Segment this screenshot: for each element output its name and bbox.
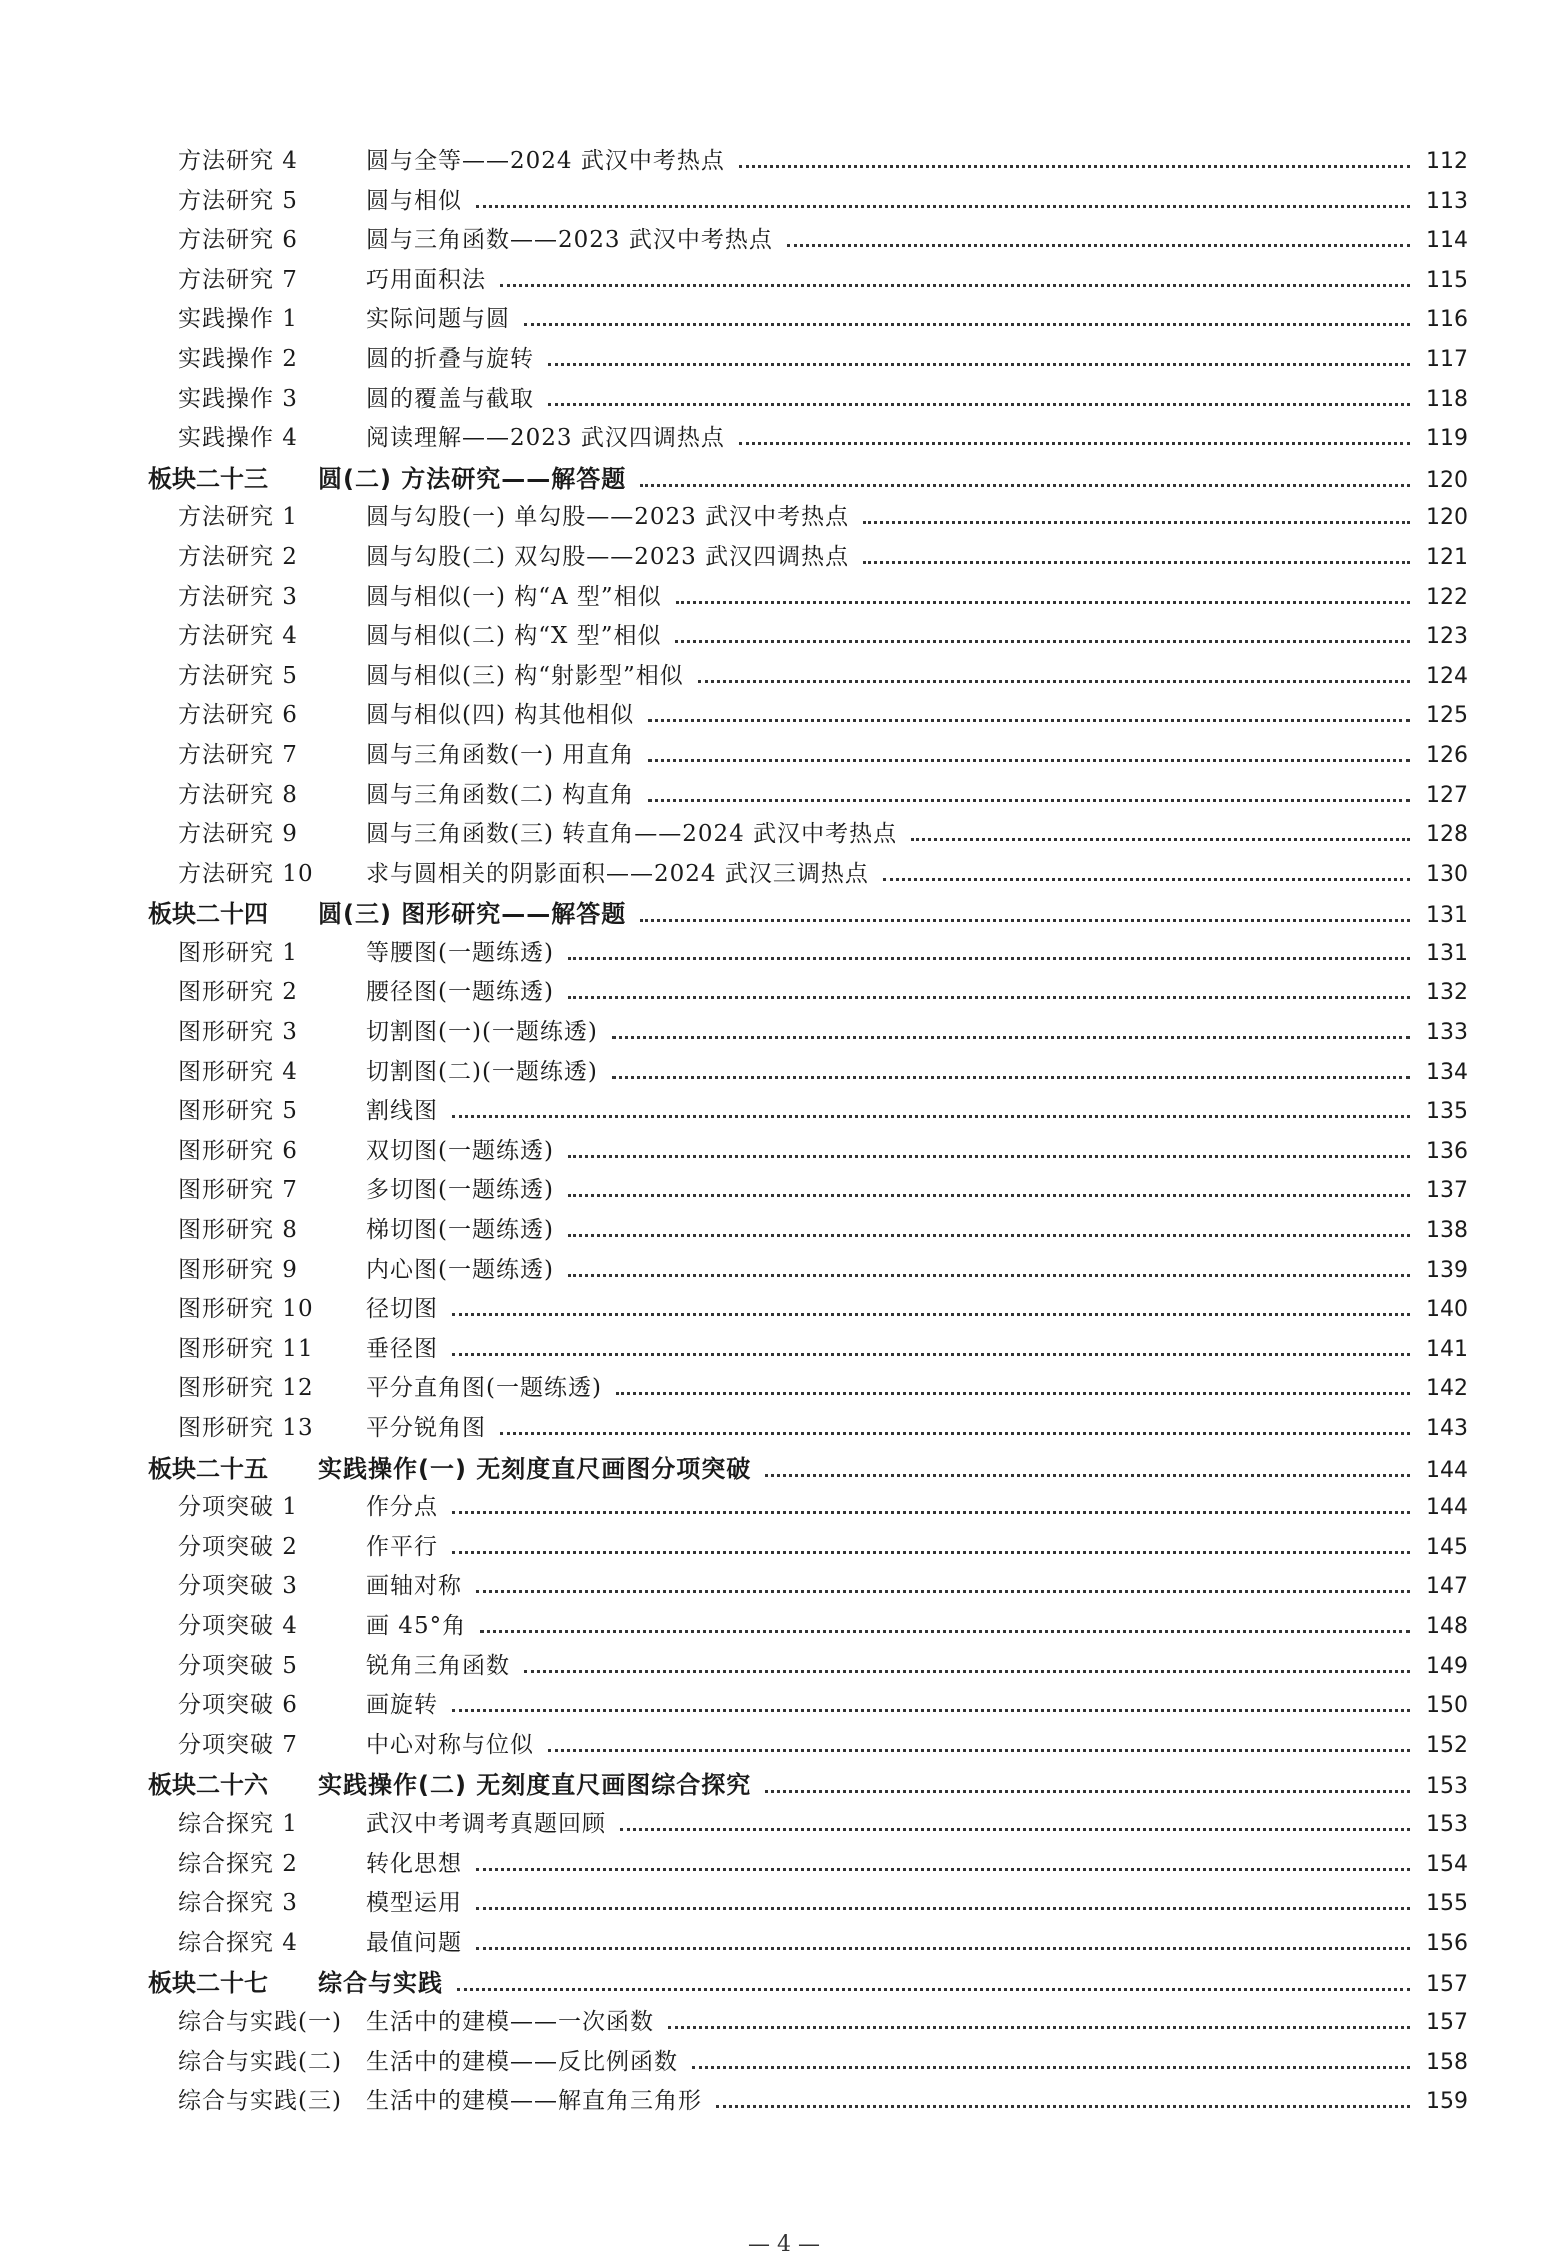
dot-leader [620, 1828, 1410, 1831]
toc-page-number: 119 [1426, 426, 1468, 452]
toc-entry-row [148, 1330, 1468, 1370]
toc-entry-title: 等腰图(一题练透) [366, 939, 554, 966]
toc-page-number: 122 [1426, 584, 1468, 610]
toc-entry-title: 锐角三角函数 [366, 1652, 510, 1679]
toc-entry-label: 图形研究 9 [178, 1256, 298, 1283]
dot-leader [612, 1036, 1410, 1039]
dot-leader [668, 2026, 1410, 2029]
toc-entry-row [148, 2003, 1468, 2043]
toc-entry-title: 圆的折叠与旋转 [366, 345, 534, 372]
toc-page-number: 128 [1426, 822, 1468, 848]
toc-section-row [148, 1449, 1468, 1489]
toc-entry-title: 圆(三) 图形研究——解答题 [318, 900, 627, 929]
toc-entry-label: 图形研究 1 [178, 939, 298, 966]
dot-leader [787, 244, 1410, 247]
toc-entry-label: 图形研究 6 [178, 1137, 298, 1164]
toc-entry-label: 方法研究 5 [178, 187, 298, 214]
toc-entry-label: 方法研究 4 [178, 623, 298, 650]
toc-entry-title: 圆(二) 方法研究——解答题 [318, 464, 627, 493]
toc-entry-label: 分项突破 3 [178, 1573, 298, 1600]
toc-entry-title: 平分直角图(一题练透) [366, 1375, 602, 1402]
toc-page-number: 115 [1426, 267, 1468, 293]
dot-leader [452, 1353, 1410, 1356]
toc-entry-row [148, 1013, 1468, 1053]
toc-page-number: 131 [1426, 903, 1468, 929]
toc-entry-label: 方法研究 5 [178, 662, 298, 689]
toc-entry-title: 最值问题 [366, 1929, 462, 1956]
toc-entry-row [148, 1290, 1468, 1330]
toc-entry-label: 分项突破 7 [178, 1731, 298, 1758]
table-of-contents [148, 142, 1468, 2122]
toc-entry-title: 综合与实践 [318, 1969, 443, 1998]
toc-entry-label: 图形研究 8 [178, 1217, 298, 1244]
toc-entry-label: 综合探究 2 [178, 1850, 298, 1877]
toc-entry-label: 板块二十五 [148, 1454, 268, 1483]
toc-page-number: 157 [1426, 1972, 1468, 1998]
toc-entry-label: 综合与实践(三) [178, 2088, 342, 2115]
toc-entry-label: 综合探究 4 [178, 1929, 298, 1956]
toc-page-number: 150 [1426, 1693, 1468, 1719]
toc-page-number: 157 [1426, 2009, 1468, 2035]
toc-entry-label: 综合与实践(一) [178, 2008, 342, 2035]
toc-entry-title: 圆与三角函数(一) 用直角 [366, 741, 635, 768]
toc-entry-row [148, 973, 1468, 1013]
toc-entry-title: 生活中的建模——一次函数 [366, 2008, 654, 2035]
toc-section-row [148, 459, 1468, 499]
dot-leader [452, 1313, 1410, 1316]
toc-entry-title: 实践操作(一) 无刻度直尺画图分项突破 [318, 1454, 752, 1483]
toc-entry-label: 板块二十六 [148, 1771, 268, 1800]
toc-entry-row [148, 419, 1468, 459]
toc-entry-label: 方法研究 4 [178, 148, 298, 174]
toc-entry-row [148, 221, 1468, 261]
toc-entry-row [148, 696, 1468, 736]
toc-page-number: 137 [1426, 1178, 1468, 1204]
toc-entry-row [148, 2043, 1468, 2083]
toc-entry-row [148, 855, 1468, 895]
toc-section-row [148, 1963, 1468, 2003]
toc-entry-title: 内心图(一题练透) [366, 1256, 554, 1283]
toc-entry-title: 巧用面积法 [366, 266, 486, 293]
toc-page-number: 112 [1426, 149, 1468, 174]
toc-entry-row [148, 617, 1468, 657]
toc-entry-title: 圆与三角函数(三) 转直角——2024 武汉中考热点 [366, 821, 898, 848]
toc-entry-title: 多切图(一题练透) [366, 1177, 554, 1204]
toc-entry-title: 割线图 [366, 1098, 438, 1125]
toc-entry-label: 图形研究 13 [178, 1415, 314, 1441]
toc-entry-label: 图形研究 3 [178, 1019, 298, 1046]
toc-page-number: 141 [1426, 1336, 1468, 1362]
dot-leader [911, 838, 1410, 841]
toc-entry-row [148, 1132, 1468, 1172]
toc-entry-title: 梯切图(一题练透) [366, 1217, 554, 1244]
toc-entry-row [148, 538, 1468, 578]
toc-entry-title: 平分锐角图 [366, 1415, 486, 1441]
toc-entry-row [148, 300, 1468, 340]
toc-page-number: 159 [1426, 2089, 1468, 2115]
toc-entry-row [148, 1171, 1468, 1211]
dot-leader [500, 284, 1410, 287]
toc-entry-row [148, 1924, 1468, 1964]
toc-entry-row [148, 1409, 1468, 1449]
toc-entry-label: 分项突破 5 [178, 1652, 298, 1679]
toc-entry-row [148, 657, 1468, 697]
toc-page-number: 153 [1426, 1774, 1468, 1800]
toc-entry-row [148, 934, 1468, 974]
toc-entry-row [148, 736, 1468, 776]
toc-section-row [148, 894, 1468, 934]
toc-page-number: 156 [1426, 1930, 1468, 1956]
toc-entry-label: 图形研究 10 [178, 1296, 314, 1323]
toc-entry-row [148, 815, 1468, 855]
toc-entry-title: 圆与勾股(一) 单勾股——2023 武汉中考热点 [366, 504, 850, 531]
toc-page-number: 130 [1426, 861, 1468, 887]
toc-entry-row [148, 1845, 1468, 1885]
toc-entry-title: 作分点 [366, 1494, 438, 1521]
dot-leader [568, 996, 1410, 999]
dot-leader [698, 680, 1410, 683]
toc-page-number: 158 [1426, 2049, 1468, 2075]
toc-entry-row [148, 2082, 1468, 2122]
toc-entry-label: 方法研究 1 [178, 504, 298, 531]
toc-page-number: 135 [1426, 1099, 1468, 1125]
toc-entry-row [148, 1884, 1468, 1924]
toc-entry-row [148, 1369, 1468, 1409]
toc-entry-label: 实践操作 1 [178, 306, 298, 333]
dot-leader [476, 1947, 1410, 1950]
toc-entry-title: 作平行 [366, 1533, 438, 1560]
toc-entry-title: 径切图 [366, 1296, 438, 1323]
toc-entry-label: 板块二十七 [148, 1969, 268, 1998]
toc-entry-title: 中心对称与位似 [366, 1731, 534, 1758]
toc-entry-label: 图形研究 2 [178, 979, 298, 1006]
toc-entry-row [148, 261, 1468, 301]
toc-entry-row [148, 1053, 1468, 1093]
dot-leader [524, 1670, 1410, 1673]
toc-entry-label: 实践操作 4 [178, 425, 298, 452]
toc-page-number: 125 [1426, 703, 1468, 729]
toc-entry-label: 方法研究 2 [178, 543, 298, 570]
toc-page-number: 124 [1426, 663, 1468, 689]
dot-leader [524, 323, 1410, 326]
toc-entry-label: 图形研究 4 [178, 1058, 298, 1085]
toc-page-number: 155 [1426, 1891, 1468, 1917]
toc-entry-label: 实践操作 2 [178, 345, 298, 372]
dot-leader [568, 1234, 1410, 1237]
dot-leader [675, 640, 1410, 643]
toc-entry-title: 模型运用 [366, 1890, 462, 1917]
toc-page-number: 121 [1426, 544, 1468, 570]
toc-entry-title: 腰径图(一题练透) [366, 979, 554, 1006]
toc-page-number: 140 [1426, 1297, 1468, 1323]
toc-page-number: 132 [1426, 980, 1468, 1006]
toc-entry-title: 切割图(一)(一题练透) [366, 1019, 598, 1046]
toc-entry-label: 分项突破 1 [178, 1494, 298, 1521]
toc-entry-row [148, 1647, 1468, 1687]
dot-leader [863, 521, 1410, 524]
dot-leader [640, 919, 1410, 922]
dot-leader [452, 1709, 1410, 1712]
toc-page-number: 144 [1426, 1457, 1468, 1483]
toc-entry-title: 切割图(二)(一题练透) [366, 1058, 598, 1085]
toc-entry-row [148, 142, 1468, 182]
toc-page-number: 143 [1426, 1416, 1468, 1441]
toc-page-number: 152 [1426, 1732, 1468, 1758]
toc-page-number: 148 [1426, 1613, 1468, 1639]
toc-entry-label: 综合与实践(二) [178, 2048, 342, 2075]
dot-leader [476, 1868, 1410, 1871]
dot-leader [739, 442, 1410, 445]
dot-leader [500, 1432, 1410, 1435]
toc-entry-title: 圆与相似 [366, 187, 462, 214]
toc-entry-label: 图形研究 7 [178, 1177, 298, 1204]
dot-leader [476, 1907, 1410, 1910]
toc-entry-title: 圆与勾股(二) 双勾股——2023 武汉四调热点 [366, 543, 850, 570]
dot-leader [568, 1274, 1410, 1277]
toc-entry-label: 分项突破 4 [178, 1612, 298, 1639]
dot-leader [648, 719, 1410, 722]
toc-page-number: 134 [1426, 1059, 1468, 1085]
toc-entry-label: 实践操作 3 [178, 385, 298, 412]
toc-entry-label: 分项突破 2 [178, 1533, 298, 1560]
dot-leader [676, 601, 1410, 604]
toc-entry-row [148, 182, 1468, 222]
toc-entry-row [148, 1567, 1468, 1607]
toc-entry-label: 图形研究 11 [178, 1335, 314, 1362]
toc-entry-label: 板块二十三 [148, 464, 268, 493]
dot-leader [476, 205, 1410, 208]
toc-entry-title: 画 45°角 [366, 1612, 467, 1639]
toc-page-number: 145 [1426, 1534, 1468, 1560]
toc-entry-label: 分项突破 6 [178, 1692, 298, 1719]
toc-page-number: 123 [1426, 624, 1468, 650]
toc-entry-title: 实际问题与圆 [366, 306, 510, 333]
toc-entry-row [148, 1686, 1468, 1726]
toc-entry-label: 方法研究 10 [178, 860, 314, 887]
dot-leader [480, 1630, 1410, 1633]
toc-entry-title: 画旋转 [366, 1692, 438, 1719]
toc-entry-row [148, 380, 1468, 420]
dot-leader [452, 1115, 1410, 1118]
dot-leader [863, 561, 1410, 564]
toc-page-number: 133 [1426, 1020, 1468, 1046]
dot-leader [640, 484, 1410, 487]
toc-entry-title: 双切图(一题练透) [366, 1137, 554, 1164]
toc-page-number: 154 [1426, 1851, 1468, 1877]
dot-leader [568, 957, 1410, 960]
toc-entry-title: 画轴对称 [366, 1573, 462, 1600]
toc-page-number: 120 [1426, 467, 1468, 493]
toc-entry-row [148, 1488, 1468, 1528]
toc-page-number: 149 [1426, 1653, 1468, 1679]
toc-entry-row [148, 1251, 1468, 1291]
toc-entry-title: 圆与三角函数——2023 武汉中考热点 [366, 227, 773, 254]
toc-entry-title: 圆与相似(二) 构“X 型”相似 [366, 623, 662, 650]
toc-entry-row [148, 1092, 1468, 1132]
dot-leader [548, 1749, 1410, 1752]
toc-entry-row [148, 1211, 1468, 1251]
toc-page-number: 118 [1426, 386, 1468, 412]
toc-entry-label: 方法研究 7 [178, 741, 298, 768]
toc-entry-title: 圆的覆盖与截取 [366, 385, 534, 412]
toc-entry-label: 图形研究 12 [178, 1375, 314, 1402]
toc-entry-label: 方法研究 6 [178, 702, 298, 729]
toc-page-number: 153 [1426, 1811, 1468, 1837]
toc-entry-row [148, 340, 1468, 380]
dot-leader [452, 1551, 1410, 1554]
toc-entry-title: 圆与全等——2024 武汉中考热点 [366, 148, 725, 174]
toc-section-row [148, 1765, 1468, 1805]
toc-page-number: 117 [1426, 346, 1468, 372]
dot-leader [612, 1076, 1410, 1079]
dot-leader [648, 799, 1410, 802]
toc-page-number: 114 [1426, 228, 1468, 254]
toc-entry-row [148, 498, 1468, 538]
toc-entry-row [148, 1726, 1468, 1766]
toc-entry-row [148, 578, 1468, 618]
dot-leader [716, 2105, 1410, 2108]
toc-entry-label: 综合探究 3 [178, 1890, 298, 1917]
dot-leader [548, 403, 1410, 406]
toc-page-number: 136 [1426, 1138, 1468, 1164]
toc-entry-row [148, 1805, 1468, 1845]
toc-entry-label: 图形研究 5 [178, 1098, 298, 1125]
toc-entry-title: 圆与相似(四) 构其他相似 [366, 702, 635, 729]
toc-entry-label: 方法研究 8 [178, 781, 298, 808]
toc-entry-title: 圆与相似(一) 构“A 型”相似 [366, 583, 662, 610]
toc-entry-title: 转化思想 [366, 1850, 462, 1877]
toc-entry-label: 方法研究 3 [178, 583, 298, 610]
toc-entry-label: 方法研究 9 [178, 821, 298, 848]
dot-leader [452, 1511, 1410, 1514]
toc-page-number: 131 [1426, 940, 1468, 966]
dot-leader [739, 165, 1410, 168]
toc-entry-title: 阅读理解——2023 武汉四调热点 [366, 425, 725, 452]
dot-leader [883, 878, 1410, 881]
toc-entry-title: 垂径图 [366, 1335, 438, 1362]
toc-entry-title: 生活中的建模——解直角三角形 [366, 2088, 702, 2115]
toc-entry-row [148, 1607, 1468, 1647]
dot-leader [616, 1392, 1410, 1395]
dot-leader [548, 363, 1410, 366]
toc-entry-row [148, 1528, 1468, 1568]
dot-leader [476, 1590, 1410, 1593]
toc-entry-title: 武汉中考调考真题回顾 [366, 1810, 606, 1837]
toc-entry-title: 圆与三角函数(二) 构直角 [366, 781, 635, 808]
toc-entry-label: 综合探究 1 [178, 1810, 298, 1837]
dot-leader [765, 1790, 1410, 1793]
page-number: — 4 — [748, 2232, 820, 2257]
toc-entry-title: 求与圆相关的阴影面积——2024 武汉三调热点 [366, 860, 869, 887]
toc-entry-label: 方法研究 7 [178, 266, 298, 293]
toc-page-number: 127 [1426, 782, 1468, 808]
dot-leader [765, 1474, 1410, 1477]
dot-leader [568, 1155, 1410, 1158]
toc-entry-label: 板块二十四 [148, 900, 268, 929]
toc-page-number: 126 [1426, 742, 1468, 768]
toc-page-number: 138 [1426, 1218, 1468, 1244]
dot-leader [568, 1194, 1410, 1197]
dot-leader [457, 1988, 1410, 1991]
toc-entry-title: 实践操作(二) 无刻度直尺画图综合探究 [318, 1771, 752, 1800]
dot-leader [692, 2066, 1410, 2069]
toc-page-number: 144 [1426, 1495, 1468, 1521]
toc-entry-row [148, 776, 1468, 816]
toc-entry-title: 圆与相似(三) 构“射影型”相似 [366, 662, 684, 689]
dot-leader [648, 759, 1410, 762]
toc-entry-title: 生活中的建模——反比例函数 [366, 2048, 678, 2075]
toc-page-number: 116 [1426, 307, 1468, 333]
toc-page-number: 120 [1426, 505, 1468, 531]
toc-entry-label: 方法研究 6 [178, 227, 298, 254]
toc-page-number: 113 [1426, 188, 1468, 214]
toc-page-number: 139 [1426, 1257, 1468, 1283]
toc-page-number: 147 [1426, 1574, 1468, 1600]
toc-page-number: 142 [1426, 1376, 1468, 1402]
